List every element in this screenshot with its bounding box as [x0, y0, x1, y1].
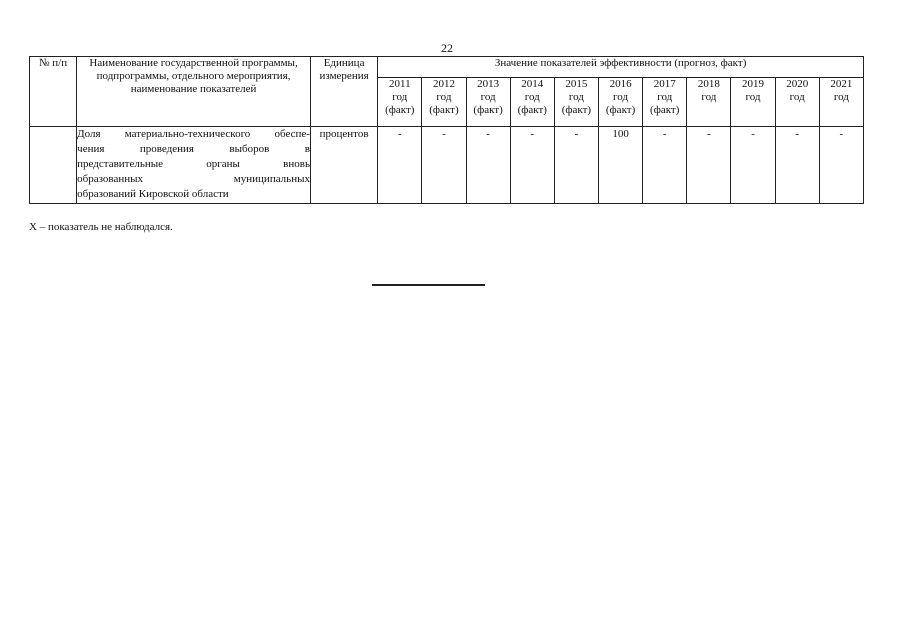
header-year-2021 — [819, 78, 863, 127]
header-year-2020 — [775, 78, 819, 127]
header-year-year: 2017 — [653, 78, 676, 90]
row-indicator-name — [77, 127, 311, 204]
header-year-2012 — [422, 78, 466, 127]
header-year-unit: год — [789, 91, 805, 103]
value-cell-2018: - — [687, 127, 731, 204]
page-number: 22 — [441, 41, 453, 55]
row-unit: процентов — [310, 127, 377, 204]
header-year-year: 2020 — [786, 78, 809, 90]
indicator-name-line: Доля материально-технического обеспе- — [77, 128, 310, 140]
footnote: Х – показатель не наблюдался. — [29, 221, 173, 233]
header-year-note: (факт) — [605, 104, 636, 116]
value-cell-2013: - — [466, 127, 510, 204]
value-cell-2020: - — [775, 127, 819, 204]
header-year-year: 2011 — [388, 78, 411, 90]
value-cell-2017: - — [643, 127, 687, 204]
header-year-note: (факт) — [517, 104, 547, 116]
value-cell-2014: - — [510, 127, 554, 204]
header-year-unit: год — [701, 91, 717, 103]
header-year-year: 2021 — [830, 78, 853, 90]
value-cell-2012: - — [422, 127, 466, 204]
value-cell-2019: - — [731, 127, 775, 204]
row-num — [30, 127, 77, 204]
header-year-note: (факт) — [473, 104, 503, 116]
header-unit: Единица измерения — [310, 57, 377, 127]
table-body — [30, 127, 864, 204]
header-year-note: (факт) — [650, 104, 680, 116]
header-year-2016 — [598, 78, 642, 127]
header-year-2014 — [510, 78, 554, 127]
header-year-unit: год — [833, 91, 849, 103]
header-year-unit: год — [745, 91, 761, 103]
header-year-unit: год — [657, 91, 673, 103]
header-year-year: 2015 — [565, 78, 588, 90]
indicator-name-line: представительные органы вновь — [77, 158, 310, 170]
header-year-2017 — [643, 78, 687, 127]
header-year-2013 — [466, 78, 510, 127]
header-year-unit: год — [613, 91, 629, 103]
header-name: Наименование государственной программы, подпрограммы, отдельного мероприятия, наименование показателей — [77, 57, 311, 127]
header-year-unit: год — [392, 91, 408, 103]
value-cell-2015: - — [554, 127, 598, 204]
header-year-note: (факт) — [561, 104, 592, 116]
header-year-year: 2019 — [742, 78, 765, 90]
header-year-unit: год — [436, 91, 452, 103]
header-year-year: 2013 — [477, 78, 500, 90]
header-year-year: 2016 — [609, 78, 632, 90]
value-cell-2016: 100 — [598, 127, 642, 204]
indicator-name-line: чения проведения выборов в — [77, 143, 310, 155]
header-num: № п/п — [30, 57, 77, 127]
header-year-2015 — [554, 78, 598, 127]
header-year-note: (факт) — [385, 104, 415, 116]
value-cell-2021: - — [819, 127, 863, 204]
header-year-2018 — [687, 78, 731, 127]
indicators-table — [29, 56, 864, 204]
header-year-year: 2018 — [697, 78, 720, 90]
indicator-name-line: образованных муниципальных — [77, 173, 310, 185]
separator-line — [372, 284, 485, 286]
header-year-year: 2014 — [521, 78, 544, 90]
header-values-group: Значение показателей эффективности (прогноз, факт) — [378, 57, 864, 78]
header-row-1 — [30, 57, 864, 78]
indicator-name-line: образований Кировской области — [77, 188, 229, 200]
header-year-unit: год — [480, 91, 496, 103]
header-year-unit: год — [568, 91, 584, 103]
header-year-year: 2012 — [432, 78, 455, 90]
header-year-note: (факт) — [429, 104, 459, 116]
value-cell-2011: - — [378, 127, 422, 204]
header-year-2011 — [378, 78, 422, 127]
header-year-unit: год — [524, 91, 540, 103]
table-row — [30, 127, 864, 204]
header-year-2019 — [731, 78, 775, 127]
